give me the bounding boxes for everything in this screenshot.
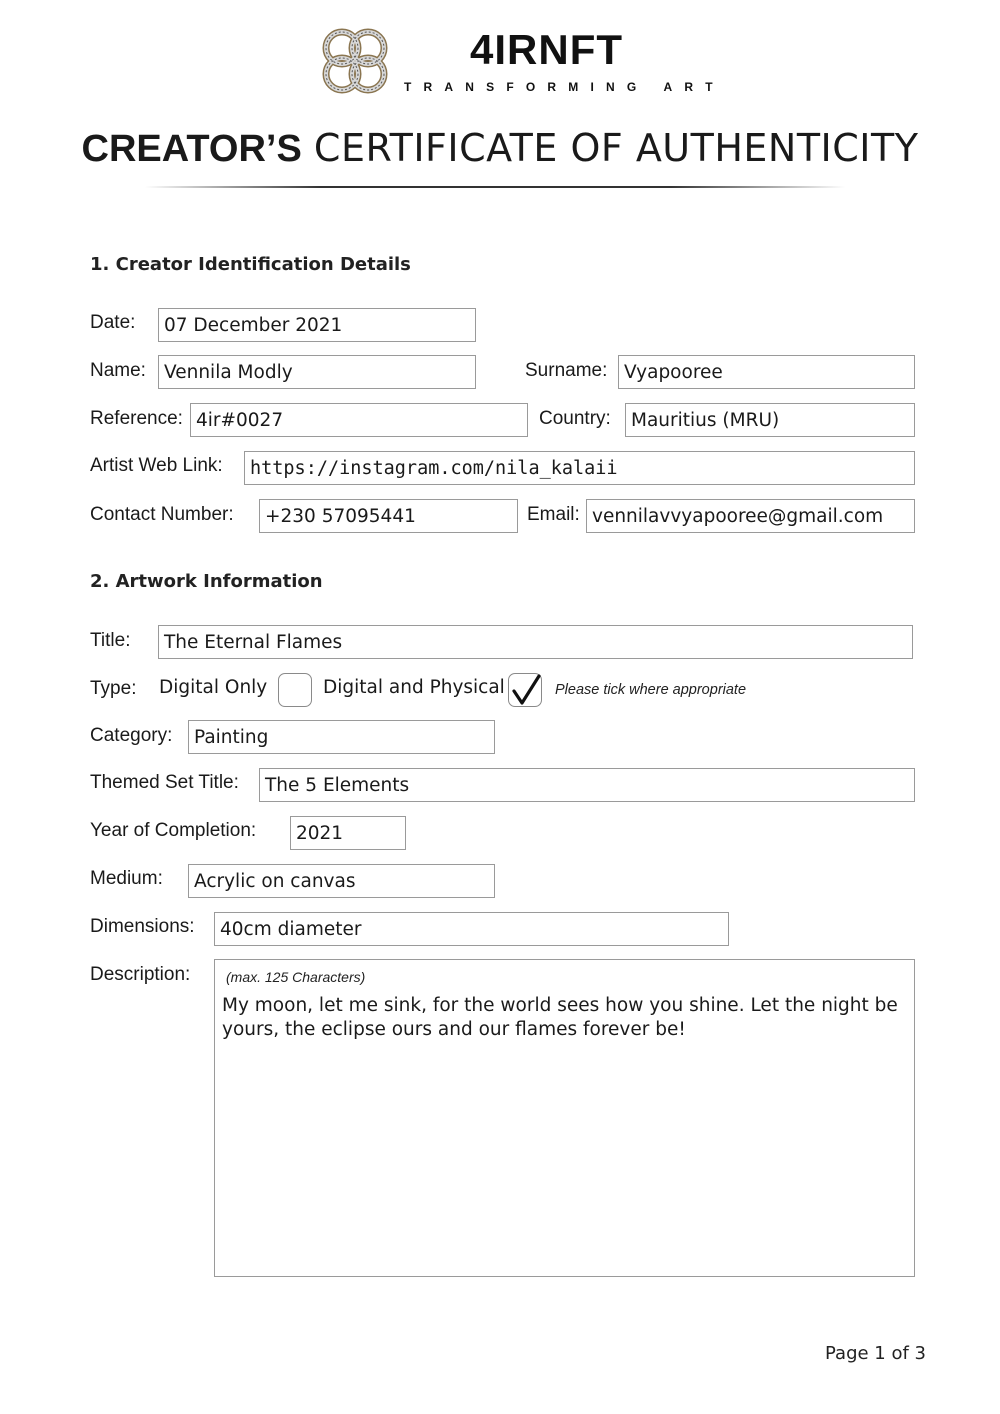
year-label: Year of Completion:: [90, 820, 257, 841]
dimensions-field[interactable]: 40cm diameter: [214, 912, 729, 946]
category-field[interactable]: Painting: [188, 720, 495, 754]
email-label: Email:: [527, 504, 580, 525]
year-field[interactable]: 2021: [290, 816, 406, 850]
contact-label: Contact Number:: [90, 504, 234, 525]
surname-field[interactable]: Vyapooree: [618, 355, 915, 389]
description-label: Description:: [90, 964, 191, 985]
reference-field[interactable]: 4ir#0027: [190, 403, 528, 437]
medium-label: Medium:: [90, 868, 163, 889]
section1-heading: 1. Creator Identification Details: [90, 254, 411, 275]
description-hint: (max. 125 Characters): [226, 969, 366, 985]
tick-instruction-note: Please tick where appropriate: [555, 682, 747, 698]
description-text: My moon, let me sink, for the world sees how you shine. Let the night be yours, the eclipse ours and our flames forever be!: [222, 995, 898, 1040]
title-label: Title:: [90, 630, 131, 651]
country-label: Country:: [539, 408, 611, 429]
infinity-knot-logo: [316, 22, 394, 100]
description-field[interactable]: [214, 959, 915, 1277]
type-label: Type:: [90, 678, 137, 699]
themed-set-field[interactable]: The 5 Elements: [259, 768, 915, 802]
weblink-field[interactable]: https://instagram.com/nila_kalaii: [244, 451, 915, 485]
country-field[interactable]: Mauritius (MRU): [625, 403, 915, 437]
title-divider: [145, 186, 845, 188]
medium-field[interactable]: Acrylic on canvas: [188, 864, 495, 898]
digital-physical-checkbox[interactable]: [508, 673, 542, 707]
brand-tagline: TRANSFORMING ART: [404, 80, 725, 94]
title-bold: CREATOR’S: [81, 128, 302, 170]
type-digital-physical-label: Digital and Physical: [323, 677, 505, 698]
checkmark-icon: [509, 674, 543, 708]
dimensions-label: Dimensions:: [90, 916, 195, 937]
artwork-title-field[interactable]: The Eternal Flames: [158, 625, 913, 659]
page-number: Page 1 of 3: [825, 1343, 926, 1364]
title-rest: CERTIFICATE OF AUTHENTICITY: [313, 126, 919, 170]
section2-heading: 2. Artwork Information: [90, 571, 323, 592]
surname-label: Surname:: [525, 360, 608, 381]
email-field[interactable]: vennilavvyapooree@gmail.com: [586, 499, 915, 533]
themed-set-label: Themed Set Title:: [90, 772, 239, 793]
name-field[interactable]: Vennila Modly: [158, 355, 476, 389]
reference-label: Reference:: [90, 408, 183, 429]
date-field[interactable]: 07 December 2021: [158, 308, 476, 342]
brand-name: 4IRNFT: [470, 26, 623, 73]
type-digital-only-label: Digital Only: [159, 677, 268, 698]
name-label: Name:: [90, 360, 146, 381]
weblink-label: Artist Web Link:: [90, 455, 223, 476]
date-label: Date:: [90, 312, 136, 333]
certificate-title: [0, 126, 1000, 171]
contact-field[interactable]: +230 57095441: [259, 499, 518, 533]
digital-only-checkbox[interactable]: [278, 673, 312, 707]
category-label: Category:: [90, 725, 173, 746]
